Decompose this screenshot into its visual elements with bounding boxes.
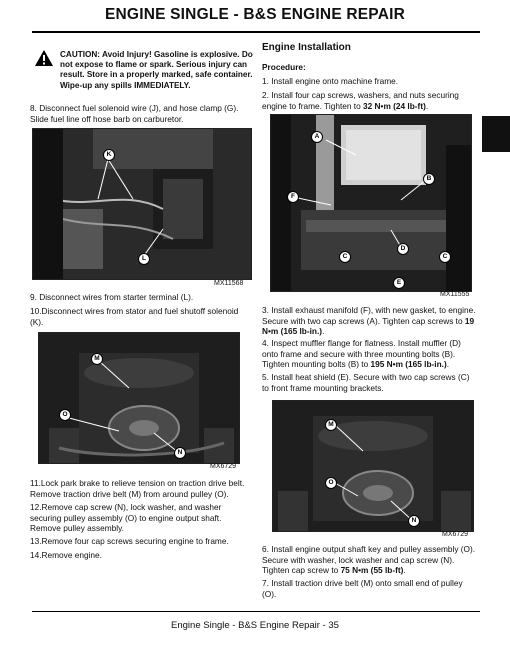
photo-pulley-underside-right — [272, 400, 474, 532]
step-3: 3. Install exhaust manifold (F), with new gasket, to engine. Secure with two cap screws (A). Tighten cap screws to 19 N•m (165 lb-in.). — [262, 305, 476, 337]
procedure-heading: Procedure: — [262, 62, 306, 72]
callout-o: O — [59, 409, 71, 421]
callout-c: C — [339, 251, 351, 263]
step-8: 8. Disconnect fuel solenoid wire (J), and hose clamp (G). Slide fuel line off hose barb on carburetor. — [30, 103, 239, 124]
callout-n: N — [408, 515, 420, 527]
step-11: 11.Lock park brake to relieve tension on traction drive belt. Remove traction drive belt (M) from around pulley (O). — [30, 478, 245, 499]
section-tab-marker — [482, 116, 510, 152]
photo-pulley-underside-right-art — [273, 401, 473, 531]
figure-id: MX6729 — [210, 463, 237, 470]
step-13: 13.Remove four cap screws securing engine to frame. — [30, 536, 229, 546]
page-footer: Engine Single - B&S Engine Repair - 35 — [171, 620, 339, 631]
figure-id: MX11555 — [440, 291, 470, 298]
callout-a: A — [311, 131, 323, 143]
step-5: 5. Install heat shield (E). Secure with two cap screws (C) to front frame mounting brackets. — [262, 372, 470, 393]
page-title: ENGINE SINGLE - B&S ENGINE REPAIR — [105, 6, 405, 23]
caution-text: CAUTION: Avoid Injury! Gasoline is explosive. Do not expose to flame or spark. Serious injury can result. Store in a properly marked, safe container. Wipe-up any spills IMMEDIATELY. — [60, 50, 253, 90]
callout-n: N — [174, 447, 186, 459]
step-10: 10.Disconnect wires from stator and fuel shutoff solenoid (K). — [30, 306, 239, 327]
callout-e: E — [393, 277, 405, 289]
photo-fuel-solenoid — [32, 128, 252, 280]
callout-d: D — [397, 243, 409, 255]
photo-engine-installed-art — [271, 115, 471, 291]
step-12: 12.Remove cap screw (N), lock washer, and washer securing pulley assembly (O) to engine output shaft. Remove pulley assembly. — [30, 502, 222, 534]
step-2: 2. Install four cap screws, washers, and nuts securing engine to frame. Tighten to 32 N•m (24 lb-ft). — [262, 90, 459, 111]
photo-pulley-underside-left — [38, 332, 240, 464]
callout-m: M — [325, 419, 337, 431]
warning-icon — [34, 49, 54, 67]
callout-k: K — [103, 149, 115, 161]
header-divider — [32, 31, 480, 33]
photo-engine-installed — [270, 114, 472, 292]
step-9: 9. Disconnect wires from starter terminal (L). — [30, 292, 194, 302]
callout-f: F — [287, 191, 299, 203]
step-6: 6. Install engine output shaft key and pulley assembly (O). Secure with washer, lock washer and cap screw (N). Tighten cap screw to 75 N•m (55 lb-ft). — [262, 544, 476, 576]
photo-pulley-underside-left-art — [39, 333, 239, 463]
figure-id: MX6729 — [442, 531, 469, 538]
caution-box — [30, 45, 253, 100]
step-4: 4. Inspect muffler flange for flatness. Install muffler (D) onto frame and secure with three mounting bolts (B). Tighten mounting bolts (B) to 195 N•m (165 lb-in.). — [262, 338, 461, 370]
step-7: 7. Install traction drive belt (M) onto small end of pulley (O). — [262, 578, 463, 599]
callout-b: B — [423, 173, 435, 185]
callout-o: O — [325, 477, 337, 489]
section-heading: Engine Installation — [262, 42, 351, 53]
step-1: 1. Install engine onto machine frame. — [262, 76, 399, 86]
step-14: 14.Remove engine. — [30, 550, 102, 560]
callout-c: C — [439, 251, 451, 263]
callout-m: M — [91, 353, 103, 365]
callout-l: L — [138, 253, 150, 265]
figure-id: MX11568 — [214, 280, 244, 287]
footer-divider — [32, 611, 480, 612]
